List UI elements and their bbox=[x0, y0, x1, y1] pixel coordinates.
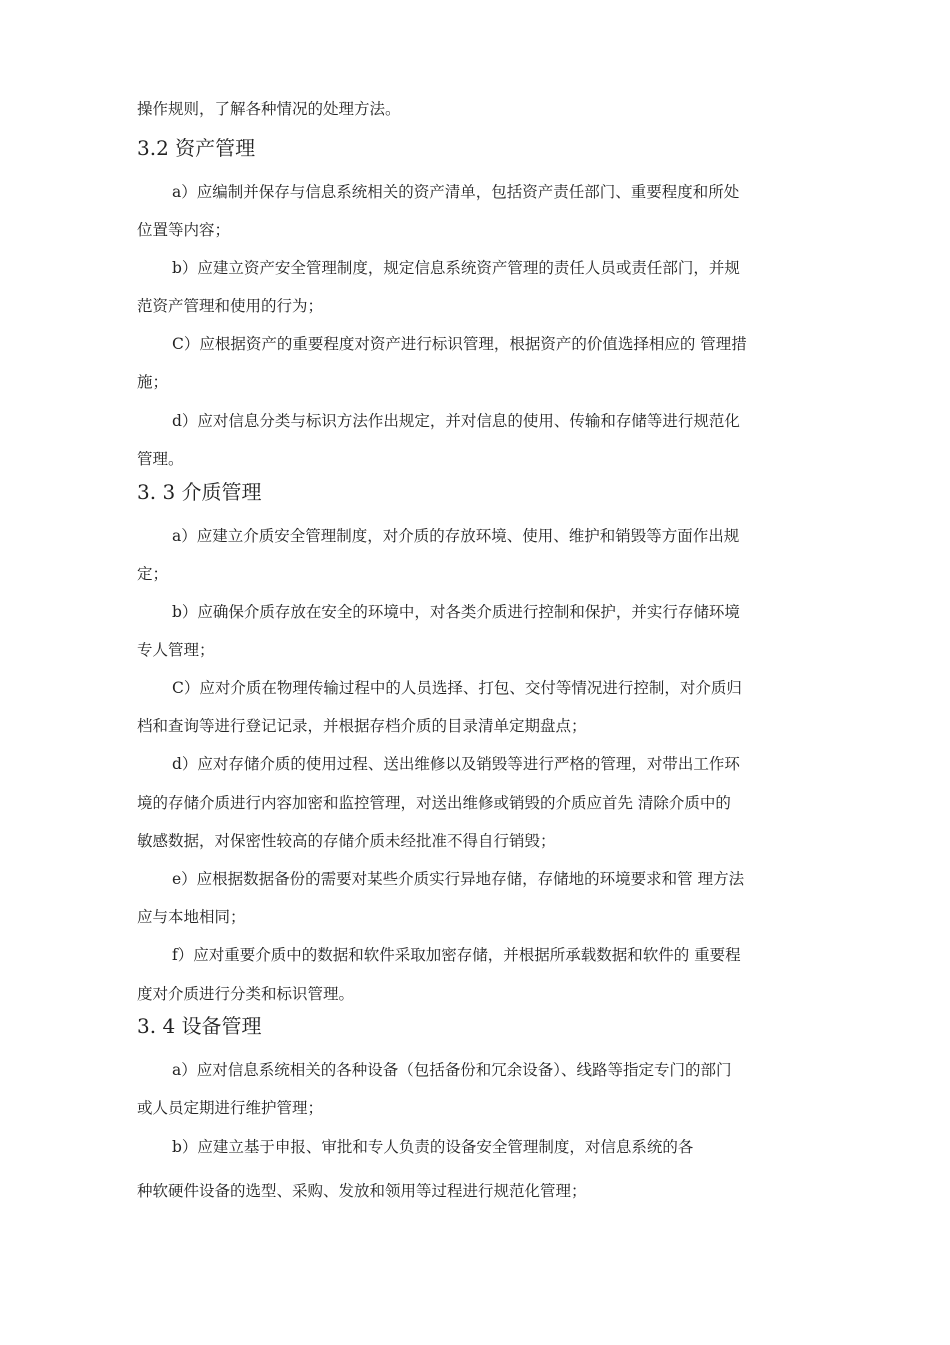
section-heading-asset-management: 3.2 资产管理 bbox=[137, 136, 256, 160]
paragraph-line: 位置等内容； bbox=[137, 221, 231, 239]
paragraph-line: 或人员定期进行维护管理； bbox=[137, 1099, 324, 1117]
paragraph-line: 专人管理； bbox=[137, 641, 215, 659]
paragraph-line: 应与本地相同； bbox=[137, 908, 246, 926]
paragraph-line: a）应建立介质安全管理制度，对介质的存放环境、使用、维护和销毁等方面作出规 bbox=[172, 527, 740, 545]
paragraph-line: a）应对信息系统相关的各种设备（包括备份和冗余设备）、线路等指定专门的部门 bbox=[172, 1061, 732, 1079]
paragraph-line: 档和查询等进行登记记录，并根据存档介质的目录清单定期盘点； bbox=[137, 717, 587, 735]
paragraph-line: b）应确保介质存放在安全的环境中，对各类介质进行控制和保护，并实行存储环境 bbox=[172, 603, 740, 621]
section-heading-equipment-management: 3. 4 设备管理 bbox=[137, 1014, 262, 1038]
paragraph-line: b）应建立资产安全管理制度，规定信息系统资产管理的责任人员或责任部门，并规 bbox=[172, 259, 740, 277]
paragraph-line: b）应建立基于申报、审批和专人负责的设备安全管理制度，对信息系统的各 bbox=[172, 1138, 694, 1156]
paragraph-line: C）应对介质在物理传输过程中的人员选择、打包、交付等情况进行控制，对介质归 bbox=[172, 679, 742, 697]
paragraph-line: 管理。 bbox=[137, 450, 184, 468]
section-heading-media-management: 3. 3 介质管理 bbox=[137, 480, 262, 504]
paragraph-line: 种软硬件设备的选型、采购、发放和领用等过程进行规范化管理； bbox=[137, 1182, 587, 1200]
paragraph-line: 定； bbox=[137, 565, 169, 583]
paragraph-line: 施； bbox=[137, 373, 169, 391]
paragraph-line: C）应根据资产的重要程度对资产进行标识管理，根据资产的价值选择相应的 管理措 bbox=[172, 335, 747, 353]
paragraph-line: 境的存储介质进行内容加密和监控管理，对送出维修或销毁的介质应首先 清除介质中的 bbox=[137, 794, 731, 812]
paragraph-line: d）应对信息分类与标识方法作出规定，并对信息的使用、传输和存储等进行规范化 bbox=[172, 412, 740, 430]
paragraph-line: 范资产管理和使用的行为； bbox=[137, 297, 324, 315]
paragraph-line: 敏感数据，对保密性较高的存储介质未经批准不得自行销毁； bbox=[137, 832, 556, 850]
intro-tail-line: 操作规则，了解各种情况的处理方法。 bbox=[137, 100, 401, 118]
paragraph-line: e）应根据数据备份的需要对某些介质实行异地存储，存储地的环境要求和管 理方法 bbox=[172, 870, 745, 888]
paragraph-line: a）应编制并保存与信息系统相关的资产清单，包括资产责任部门、重要程度和所处 bbox=[172, 183, 740, 201]
paragraph-line: f）应对重要介质中的数据和软件采取加密存储，并根据所承载数据和软件的 重要程 bbox=[172, 946, 741, 964]
paragraph-line: d）应对存储介质的使用过程、送出维修以及销毁等进行严格的管理，对带出工作环 bbox=[172, 755, 740, 773]
paragraph-line: 度对介质进行分类和标识管理。 bbox=[137, 985, 355, 1003]
